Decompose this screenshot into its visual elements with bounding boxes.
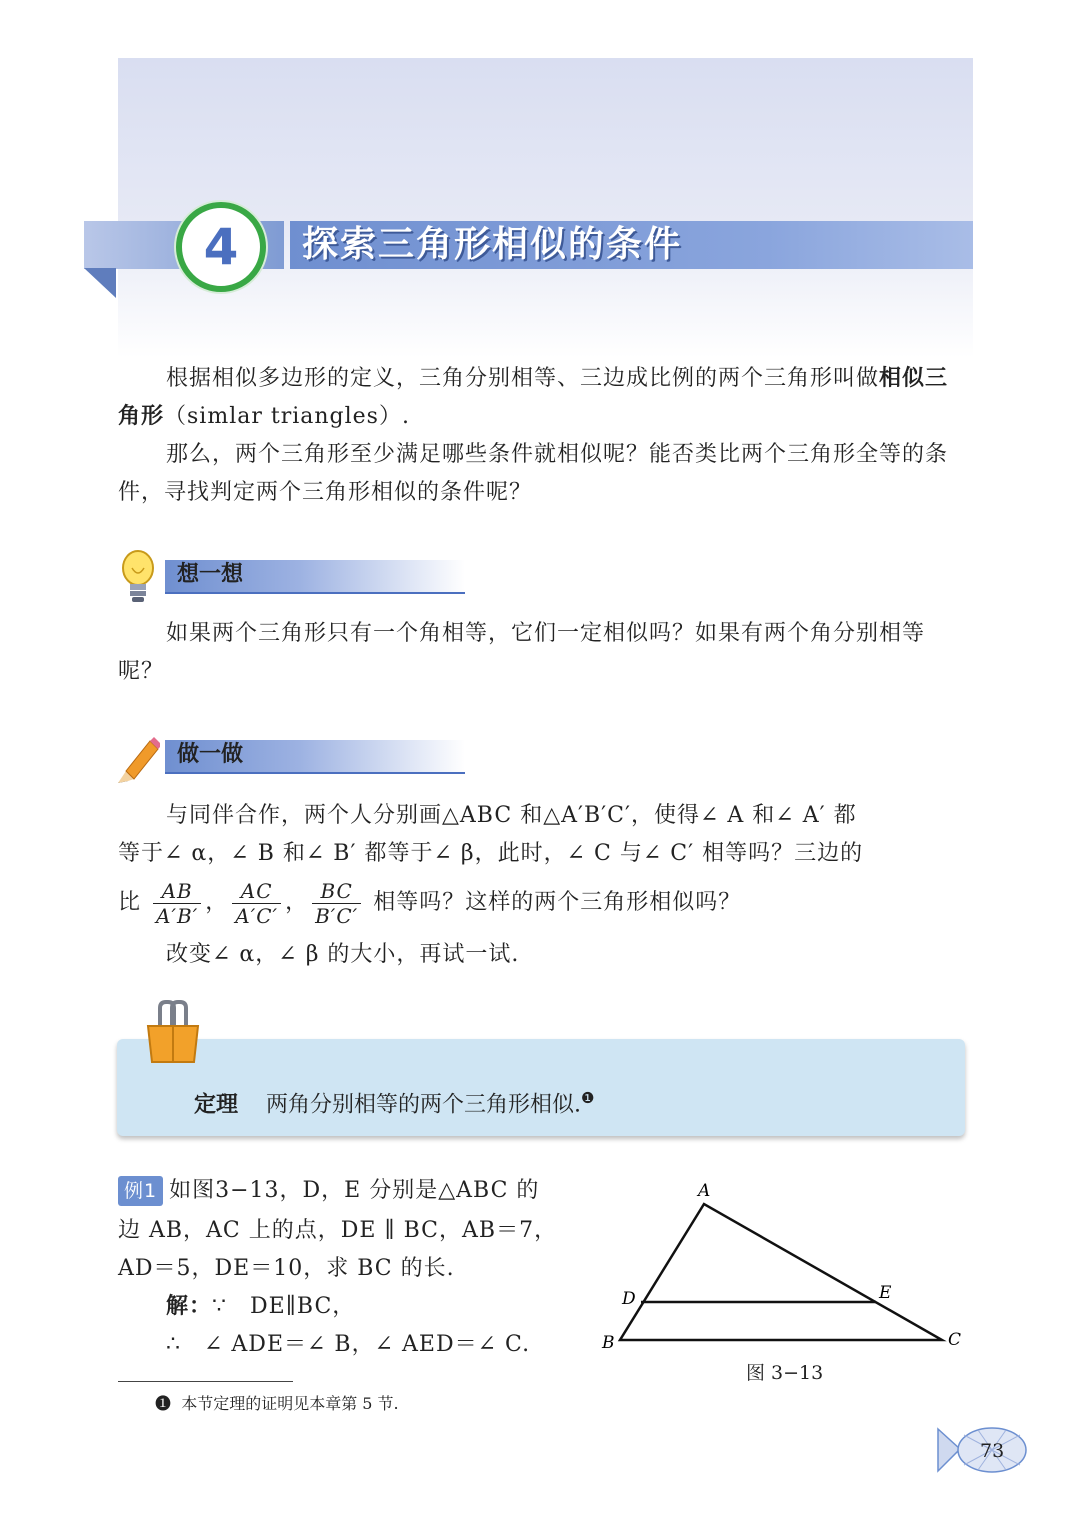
intro-paragraph-2: 那么，两个三角形至少满足哪些条件就相似呢？能否类比两个三角形全等的条件，寻找判定两个三角形相似的条件呢？ [118, 442, 949, 505]
do-ratio-line: 比 $\frac{AB}{A'B'}$ ， $\frac{AC}{A'C'}$ ， $\frac{BC}{B'C'}$ 相等吗？这样的两个三角形相似吗？ [118, 878, 742, 928]
solution-line-1: 解：∵ DE∥BC， [166, 1294, 356, 1319]
do-line-4: 改变∠ α，∠ β 的大小，再试一试. [166, 942, 520, 967]
fish-ornament-icon [934, 1415, 1030, 1485]
example-line-1: 例1 如图3−13，D，E 分别是△ABC 的 [118, 1172, 588, 1210]
example-line-3: AD＝5，DE＝10，求 BC 的长. [118, 1256, 455, 1281]
label-a: A [698, 1181, 711, 1201]
think-text: 如果两个三角形只有一个角相等，它们一定相似吗？如果有两个角分别相等呢？ [118, 621, 926, 684]
term-similar-triangles: 相似三角形 [118, 366, 949, 429]
example-line-2: 边 AB，AC 上的点，DE ∥ BC，AB＝7， [118, 1218, 558, 1243]
label-c: C [948, 1330, 962, 1350]
label-b: B [602, 1333, 615, 1353]
do-heading: 做一做 [165, 740, 465, 774]
figure-caption: 图 3−13 [746, 1362, 824, 1384]
ribbon-fold [84, 268, 116, 298]
theorem-label: 定理 [194, 1092, 239, 1118]
intro-paragraph-1: 根据相似多边形的定义，三角分别相等、三边成比例的两个三角形叫做相似三角形（simlar triangles）. [118, 366, 949, 429]
section-title: 探索三角形相似的条件 [302, 224, 683, 265]
fraction-bc: $\frac{BC}{B'C'}$ [312, 879, 361, 928]
binder-clip-icon [144, 1000, 202, 1066]
think-heading: 想一想 [165, 560, 465, 594]
pencil-icon [114, 735, 160, 785]
label-d: D [622, 1289, 636, 1309]
footnote: ❶ 本节定理的证明见本章第 5 节. [155, 1394, 399, 1413]
solution-line-2: ∴ ∠ ADE＝∠ B，∠ AED＝∠ C. [166, 1332, 531, 1357]
fraction-ac: $\frac{AC}{A'C'}$ [232, 879, 281, 928]
triangle-abc [620, 1204, 942, 1340]
fraction-ab: $\frac{AB}{A'B'}$ [153, 879, 201, 928]
do-line-1: 与同伴合作，两个人分别画△ABC 和△A′B′C′，使得∠ A 和∠ A′ 都 [166, 803, 857, 828]
theorem-statement: 定理 两角分别相等的两个三角形相似.$^❶$ [194, 1089, 595, 1118]
section-number: 4 [176, 202, 266, 292]
triangle-figure [590, 1170, 970, 1360]
footnote-divider [118, 1381, 293, 1382]
lightbulb-icon [118, 548, 158, 606]
header-background [118, 58, 973, 358]
do-line-2: 等于∠ α，∠ B 和∠ B′ 都等于∠ β，此时，∠ C 与∠ C′ 相等吗？三边的 [118, 841, 864, 866]
example-badge: 例1 [118, 1176, 163, 1206]
label-e: E [879, 1283, 892, 1303]
page-number: 73 [980, 1440, 1005, 1462]
